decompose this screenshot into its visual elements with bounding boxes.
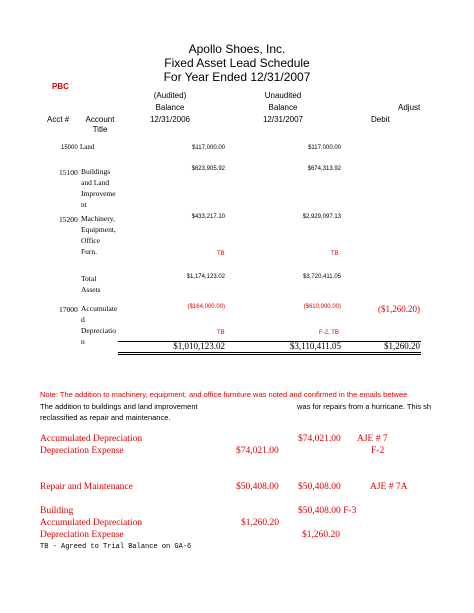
note-line-c: reclassified as repair and maintenance. — [40, 413, 171, 422]
col-account-title-2: Title — [92, 125, 108, 134]
total-rule-double-1 — [118, 352, 421, 353]
row-title-line: Land — [80, 143, 95, 151]
row-acct: 15000 — [61, 145, 78, 151]
aje-dep-exp-amt: $1,260.20 — [302, 530, 340, 540]
row-title-line: Total — [81, 274, 97, 283]
col-acct: Acct # — [47, 115, 70, 124]
col-debit: Debit — [371, 115, 390, 124]
company-name: Apollo Shoes, Inc. — [188, 42, 286, 56]
row-acct: 17000 — [59, 305, 78, 314]
row-bal-2006: ($164,000.00) — [187, 304, 225, 310]
row-title — [81, 273, 101, 295]
col-unaudited-3: 12/31/2007 — [262, 115, 304, 124]
row-title — [81, 303, 117, 347]
aje7a-label: Repair and Maintenance — [40, 482, 133, 492]
aje7-dep-exp-amt: $74,021.00 — [236, 446, 279, 456]
row-title-line: Office — [81, 236, 101, 245]
aje7-dep-exp-ref: F-2 — [371, 446, 385, 456]
row-bal-2006: $623,905.92 — [191, 166, 225, 172]
note-red: Note: The addition to machinery, equipment, and office furniture was noted and confirmed in the emails betwee — [40, 390, 408, 399]
aje-dep-exp: Depreciation Expense — [40, 530, 124, 540]
row-debit: ($1,260.20) — [378, 304, 420, 314]
row-title-line: Equipment, — [81, 225, 116, 234]
row-acct: 15100 — [59, 168, 78, 177]
col-audited-1: (Audited) — [153, 91, 187, 100]
row-bal-2007: $3,720,411.05 — [303, 274, 341, 280]
schedule-title: Fixed Asset Lead Schedule — [164, 56, 310, 70]
row-bal-2007: $117,000.00 — [308, 145, 341, 151]
footer-note: TB - Agreed to Trial Balance on GA-6 — [40, 543, 192, 551]
row-title-line: Buildings — [81, 167, 111, 176]
aje-acc-dep-amt: $1,260.20 — [241, 518, 279, 528]
tick-mark: TB — [217, 251, 225, 257]
col-unaudited-2: Balance — [268, 103, 298, 112]
note-line-a: The addition to buildings and land improvement — [40, 402, 198, 411]
aje7a-credit: $50,408.00 — [298, 482, 341, 492]
col-account-title-1: Account — [85, 115, 115, 124]
row-acct: 15200 — [59, 215, 78, 224]
aje7-ref: AJE # 7 — [357, 434, 388, 444]
row-title-line: Machinery, — [81, 214, 115, 223]
row-title-line: Accumulate — [81, 304, 118, 313]
row-title — [81, 166, 116, 210]
tick-mark: TB — [217, 330, 225, 336]
tick-mark: F-2, TB — [319, 330, 339, 336]
tick-mark: TB — [331, 251, 339, 257]
row-title-line: d — [81, 315, 85, 324]
aje-acc-dep: Accumulated Depreciation — [40, 518, 143, 528]
aje-building-amt: $50,408.00 F-3 — [298, 506, 357, 516]
aje7-dep-exp: Depreciation Expense — [40, 446, 124, 456]
total-bal-2007: $3,110,411.05 — [289, 341, 341, 351]
row-title-line: and Land — [81, 178, 110, 187]
total-bal-2006: $1,010,123.02 — [173, 341, 225, 351]
col-audited-3: 12/31/2006 — [149, 115, 191, 124]
row-bal-2007: $674,313.92 — [307, 166, 341, 172]
row-title-line: Improveme — [81, 189, 116, 198]
row-bal-2006: $117,000.00 — [192, 145, 225, 151]
row-title-line: Furn. — [81, 247, 98, 256]
row-title-line: n — [81, 337, 85, 346]
row-bal-2007: ($610,000.00) — [303, 304, 341, 310]
total-debit: $1,260.20 — [384, 341, 420, 351]
col-unaudited-1: Unaudited — [264, 91, 302, 100]
row-title-line: Assets — [81, 285, 101, 294]
row-title-line: Depreciatio — [81, 326, 116, 335]
col-audited-2: Balance — [155, 103, 185, 112]
total-rule-double-2 — [118, 354, 421, 355]
aje7-acc-dep-amt: $74,021.00 — [298, 434, 341, 444]
row-bal-2006: $1,174,123.02 — [186, 274, 225, 280]
col-adjust: Adjust — [398, 103, 421, 112]
aje7a-ref: AJE # 7A — [370, 482, 408, 492]
aje-building: Building — [40, 506, 74, 516]
pbc-label: PBC — [52, 82, 69, 91]
aje7-acc-dep: Accumulated Depreciation — [40, 434, 143, 444]
row-title-line: nt — [81, 200, 87, 209]
row-bal-2006: $433,217.10 — [191, 214, 225, 220]
schedule-period: For Year Ended 12/31/2007 — [163, 70, 311, 84]
aje7a-debit: $50,408.00 — [236, 482, 279, 492]
row-title — [81, 213, 116, 257]
row-bal-2007: $2,929,097.13 — [302, 214, 341, 220]
note-line-b: was for repairs from a hurricane. This sh — [297, 402, 432, 411]
